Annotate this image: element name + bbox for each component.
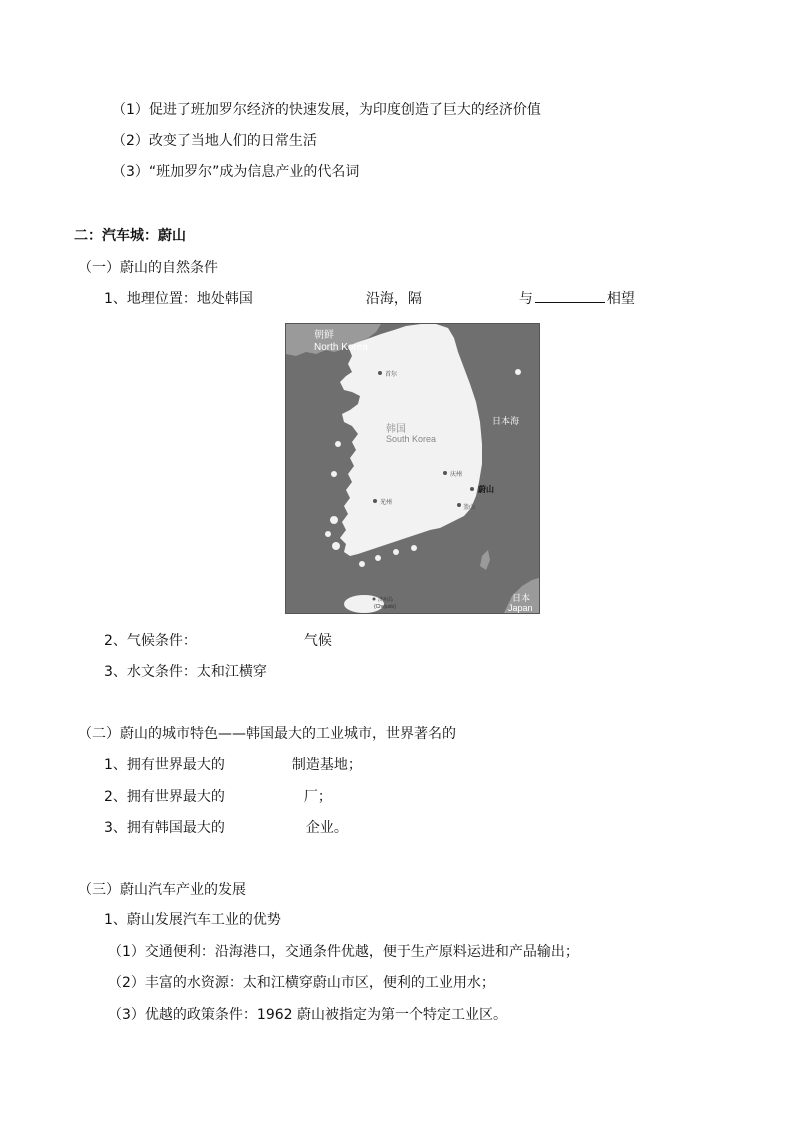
climate-suffix: 气候 <box>303 633 332 649</box>
gyeongju-marker <box>443 471 447 475</box>
jeju-marker <box>373 598 376 601</box>
island <box>411 545 417 551</box>
island <box>325 531 331 537</box>
island <box>375 555 381 561</box>
feature-item-1 <box>104 755 362 775</box>
seoul-marker <box>378 371 382 375</box>
feature-1-prefix: 1、拥有世界最大的 <box>104 757 225 773</box>
advantage-item-3: （3）优越的政策条件：1962 蔚山被指定为第一个特定工业区。 <box>108 1007 507 1023</box>
label-jeju-cn: 济州岛 <box>378 597 394 603</box>
location-prefix: 1、地理位置：地处韩国 <box>104 291 253 307</box>
part1-title: （一）蔚山的自然条件 <box>78 260 218 276</box>
effect-item-2: （2）改变了当地人们的日常生活 <box>112 133 317 149</box>
climate-prefix: 2、气候条件： <box>104 633 197 649</box>
ulsan-marker <box>470 487 474 491</box>
feature-item-3 <box>104 818 348 838</box>
busan-marker <box>457 503 461 507</box>
tsushima-island <box>480 550 490 570</box>
label-south-korea-en: South Korea <box>386 434 437 444</box>
island <box>330 516 338 524</box>
island <box>515 369 521 375</box>
hydrology-item: 3、水文条件：太和江横穿 <box>104 664 267 680</box>
gwangju-marker <box>373 499 377 503</box>
effect-item-3: （3）“班加罗尔”成为信息产业的代名词 <box>112 164 360 180</box>
island <box>335 441 341 447</box>
blank-country <box>535 288 605 303</box>
advantages-heading: 1、蔚山发展汽车工业的优势 <box>104 912 281 928</box>
label-jeju-en: (Chejudo) <box>374 604 396 610</box>
korea-map <box>285 323 540 614</box>
feature-2-prefix: 2、拥有世界最大的 <box>104 789 225 805</box>
label-japan-cn: 日本 <box>512 593 531 603</box>
feature-2-suffix: 厂； <box>303 789 332 805</box>
feature-3-suffix: 企业。 <box>305 820 348 836</box>
label-south-korea-cn: 韩国 <box>386 424 406 435</box>
location-suffix: 相望 <box>606 291 635 307</box>
effect-item-1: （1）促进了班加罗尔经济的快速发展，为印度创造了巨大的经济价值 <box>112 102 541 118</box>
part3-title: （三）蔚山汽车产业的发展 <box>78 882 246 898</box>
label-ulsan: 蔚山 <box>478 485 494 494</box>
korea-map-svg <box>286 324 539 613</box>
section-heading: 二：汽车城：蔚山 <box>74 228 186 244</box>
part2-title: （二）蔚山的城市特色——韩国最大的工业城市，世界著名的 <box>78 726 456 742</box>
label-gyeongju: 庆州 <box>450 472 463 478</box>
island <box>331 471 337 477</box>
label-gwangju: 光州 <box>380 500 393 506</box>
label-sea-of-japan: 日本海 <box>492 416 520 426</box>
feature-item-2 <box>104 787 332 807</box>
island <box>393 549 399 555</box>
location-mid1: 沿海，隔 <box>365 291 422 307</box>
feature-3-prefix: 3、拥有韩国最大的 <box>104 820 225 836</box>
label-japan-en: Japan <box>508 603 533 613</box>
feature-1-suffix: 制造基地； <box>291 757 362 773</box>
island <box>332 542 340 550</box>
climate-item <box>104 631 332 651</box>
advantage-item-1: （1）交通便利：沿海港口，交通条件优越，便于生产原料运进和产品输出； <box>108 944 579 960</box>
label-busan: 釜山 <box>463 505 476 511</box>
location-item <box>104 288 635 309</box>
advantage-item-2: （2）丰富的水资源：太和江横穿蔚山市区，便利的工业用水； <box>108 975 495 991</box>
label-north-korea-cn: 朝鲜 <box>314 330 334 341</box>
location-mid2: 与 <box>518 291 533 307</box>
label-north-korea-en: North Korea <box>314 342 368 353</box>
island <box>359 561 365 567</box>
label-seoul: 首尔 <box>385 372 398 378</box>
